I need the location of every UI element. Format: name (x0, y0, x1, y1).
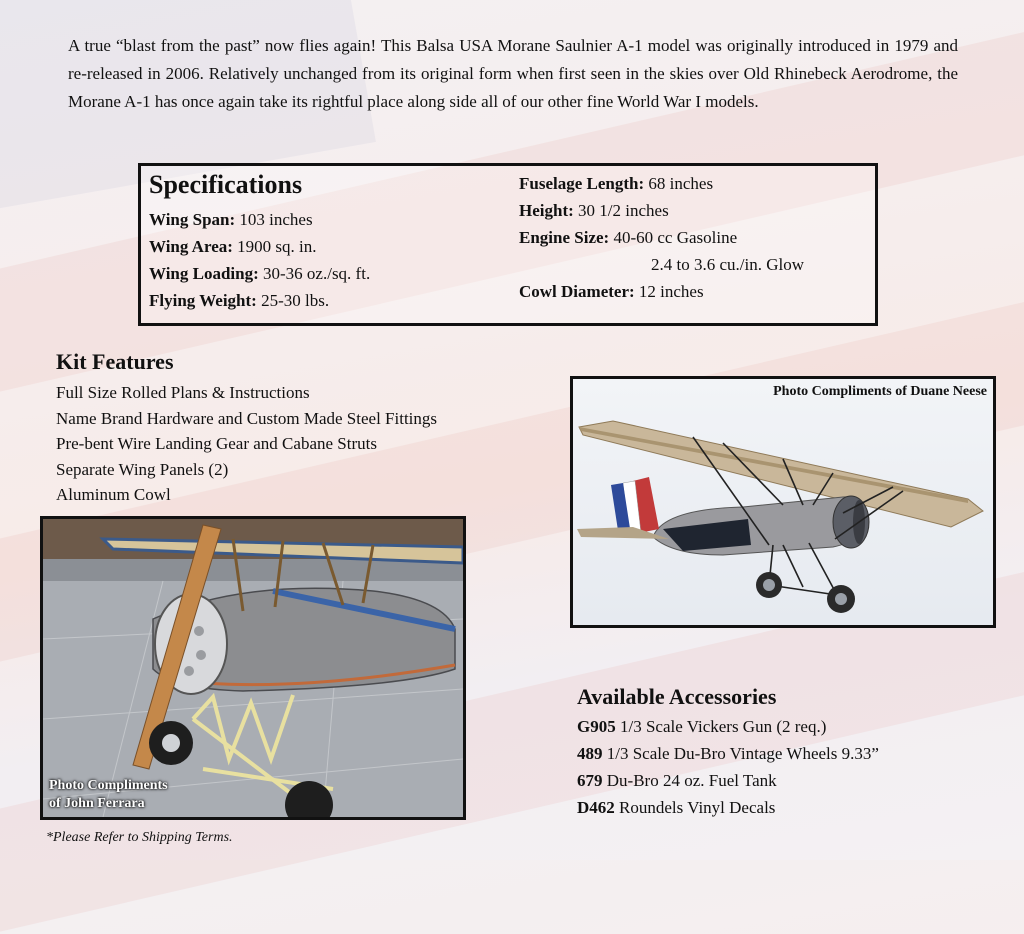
spec-row (519, 224, 804, 251)
list-item (577, 767, 879, 794)
spec-row (519, 170, 804, 197)
list-item (577, 740, 879, 767)
accessory-code: 679 (577, 771, 603, 790)
plane-on-ground-illustration (43, 519, 463, 817)
spec-value: 12 inches (638, 282, 704, 301)
spec-row (519, 278, 804, 305)
list-item: Name Brand Hardware and Custom Made Steel Fittings (56, 408, 438, 428)
specifications-box (138, 163, 878, 326)
spec-value: 30 1/2 inches (578, 201, 669, 220)
spec-value: 103 inches (239, 210, 313, 229)
spec-row (149, 287, 370, 314)
spec-label: Wing Area: (149, 237, 233, 256)
spec-label: Engine Size: (519, 228, 610, 247)
specifications-title: Specifications (149, 170, 303, 199)
accessory-code: 489 (577, 744, 603, 763)
list-item: Full Size Rolled Plans & Instructions (56, 383, 310, 402)
photo-credit-line: Photo Compliments (49, 778, 168, 793)
photo-credit-left (49, 777, 168, 813)
kit-features-title: Kit Features (56, 349, 174, 374)
spec-label: Flying Weight: (149, 291, 257, 310)
spec-value: 30-36 oz./sq. ft. (263, 264, 371, 283)
photo-credit-right: Photo Compliments of Duane Neese (773, 384, 987, 399)
spec-row (519, 251, 804, 278)
shipping-footnote: *Please Refer to Shipping Terms. (46, 830, 233, 845)
spec-value: 1900 sq. in. (237, 237, 317, 256)
intro-paragraph: A true “blast from the past” now flies again! This Balsa USA Morane Saulnier A-1 model was originally introduced in 1979 and re-released in 2006. Relatively unchanged from its original form when first seen in the skies over Old Rhinebeck Aerodrome, the Morane A-1 has once again take its rightful place along side all of our other fine World War I models. (68, 36, 958, 111)
kit-features-list (56, 380, 437, 508)
spec-value: 40-60 cc Gasoline (613, 228, 738, 247)
accessory-code: D462 (577, 798, 615, 817)
accessory-description: Du-Bro 24 oz. Fuel Tank (606, 771, 777, 790)
specifications-right-column (519, 170, 804, 305)
list-item (577, 713, 879, 740)
list-item: Aluminum Cowl (56, 485, 171, 504)
spec-label: Cowl Diameter: (519, 282, 635, 301)
plane-in-flight-photo (570, 376, 996, 628)
accessory-description: Roundels Vinyl Decals (619, 798, 776, 817)
spec-value: 68 inches (648, 174, 714, 193)
spec-label: Fuselage Length: (519, 174, 645, 193)
accessory-code: G905 (577, 717, 616, 736)
accessory-description: 1/3 Scale Vickers Gun (2 req.) (619, 717, 827, 736)
list-item: Pre-bent Wire Landing Gear and Cabane Struts (56, 434, 377, 453)
photo-credit-line: of John Ferrara (49, 796, 145, 811)
list-item: Separate Wing Panels (2) (56, 459, 229, 479)
spec-value: 2.4 to 3.6 cu./in. Glow (651, 255, 804, 274)
accessories-title: Available Accessories (577, 684, 777, 709)
spec-label: Height: (519, 201, 574, 220)
plane-in-flight-illustration (573, 379, 993, 625)
spec-row (149, 233, 370, 260)
accessory-description: 1/3 Scale Du-Bro Vintage Wheels 9.33” (606, 744, 879, 763)
spec-row (149, 260, 370, 287)
plane-on-ground-photo (40, 516, 466, 820)
spec-label: Wing Loading: (149, 264, 259, 283)
spec-value: 25-30 lbs. (261, 291, 330, 310)
spec-row (519, 197, 804, 224)
spec-label: Wing Span: (149, 210, 236, 229)
list-item (577, 794, 879, 821)
accessories-list (577, 713, 879, 821)
spec-row (149, 206, 370, 233)
specifications-left-column (149, 206, 370, 314)
